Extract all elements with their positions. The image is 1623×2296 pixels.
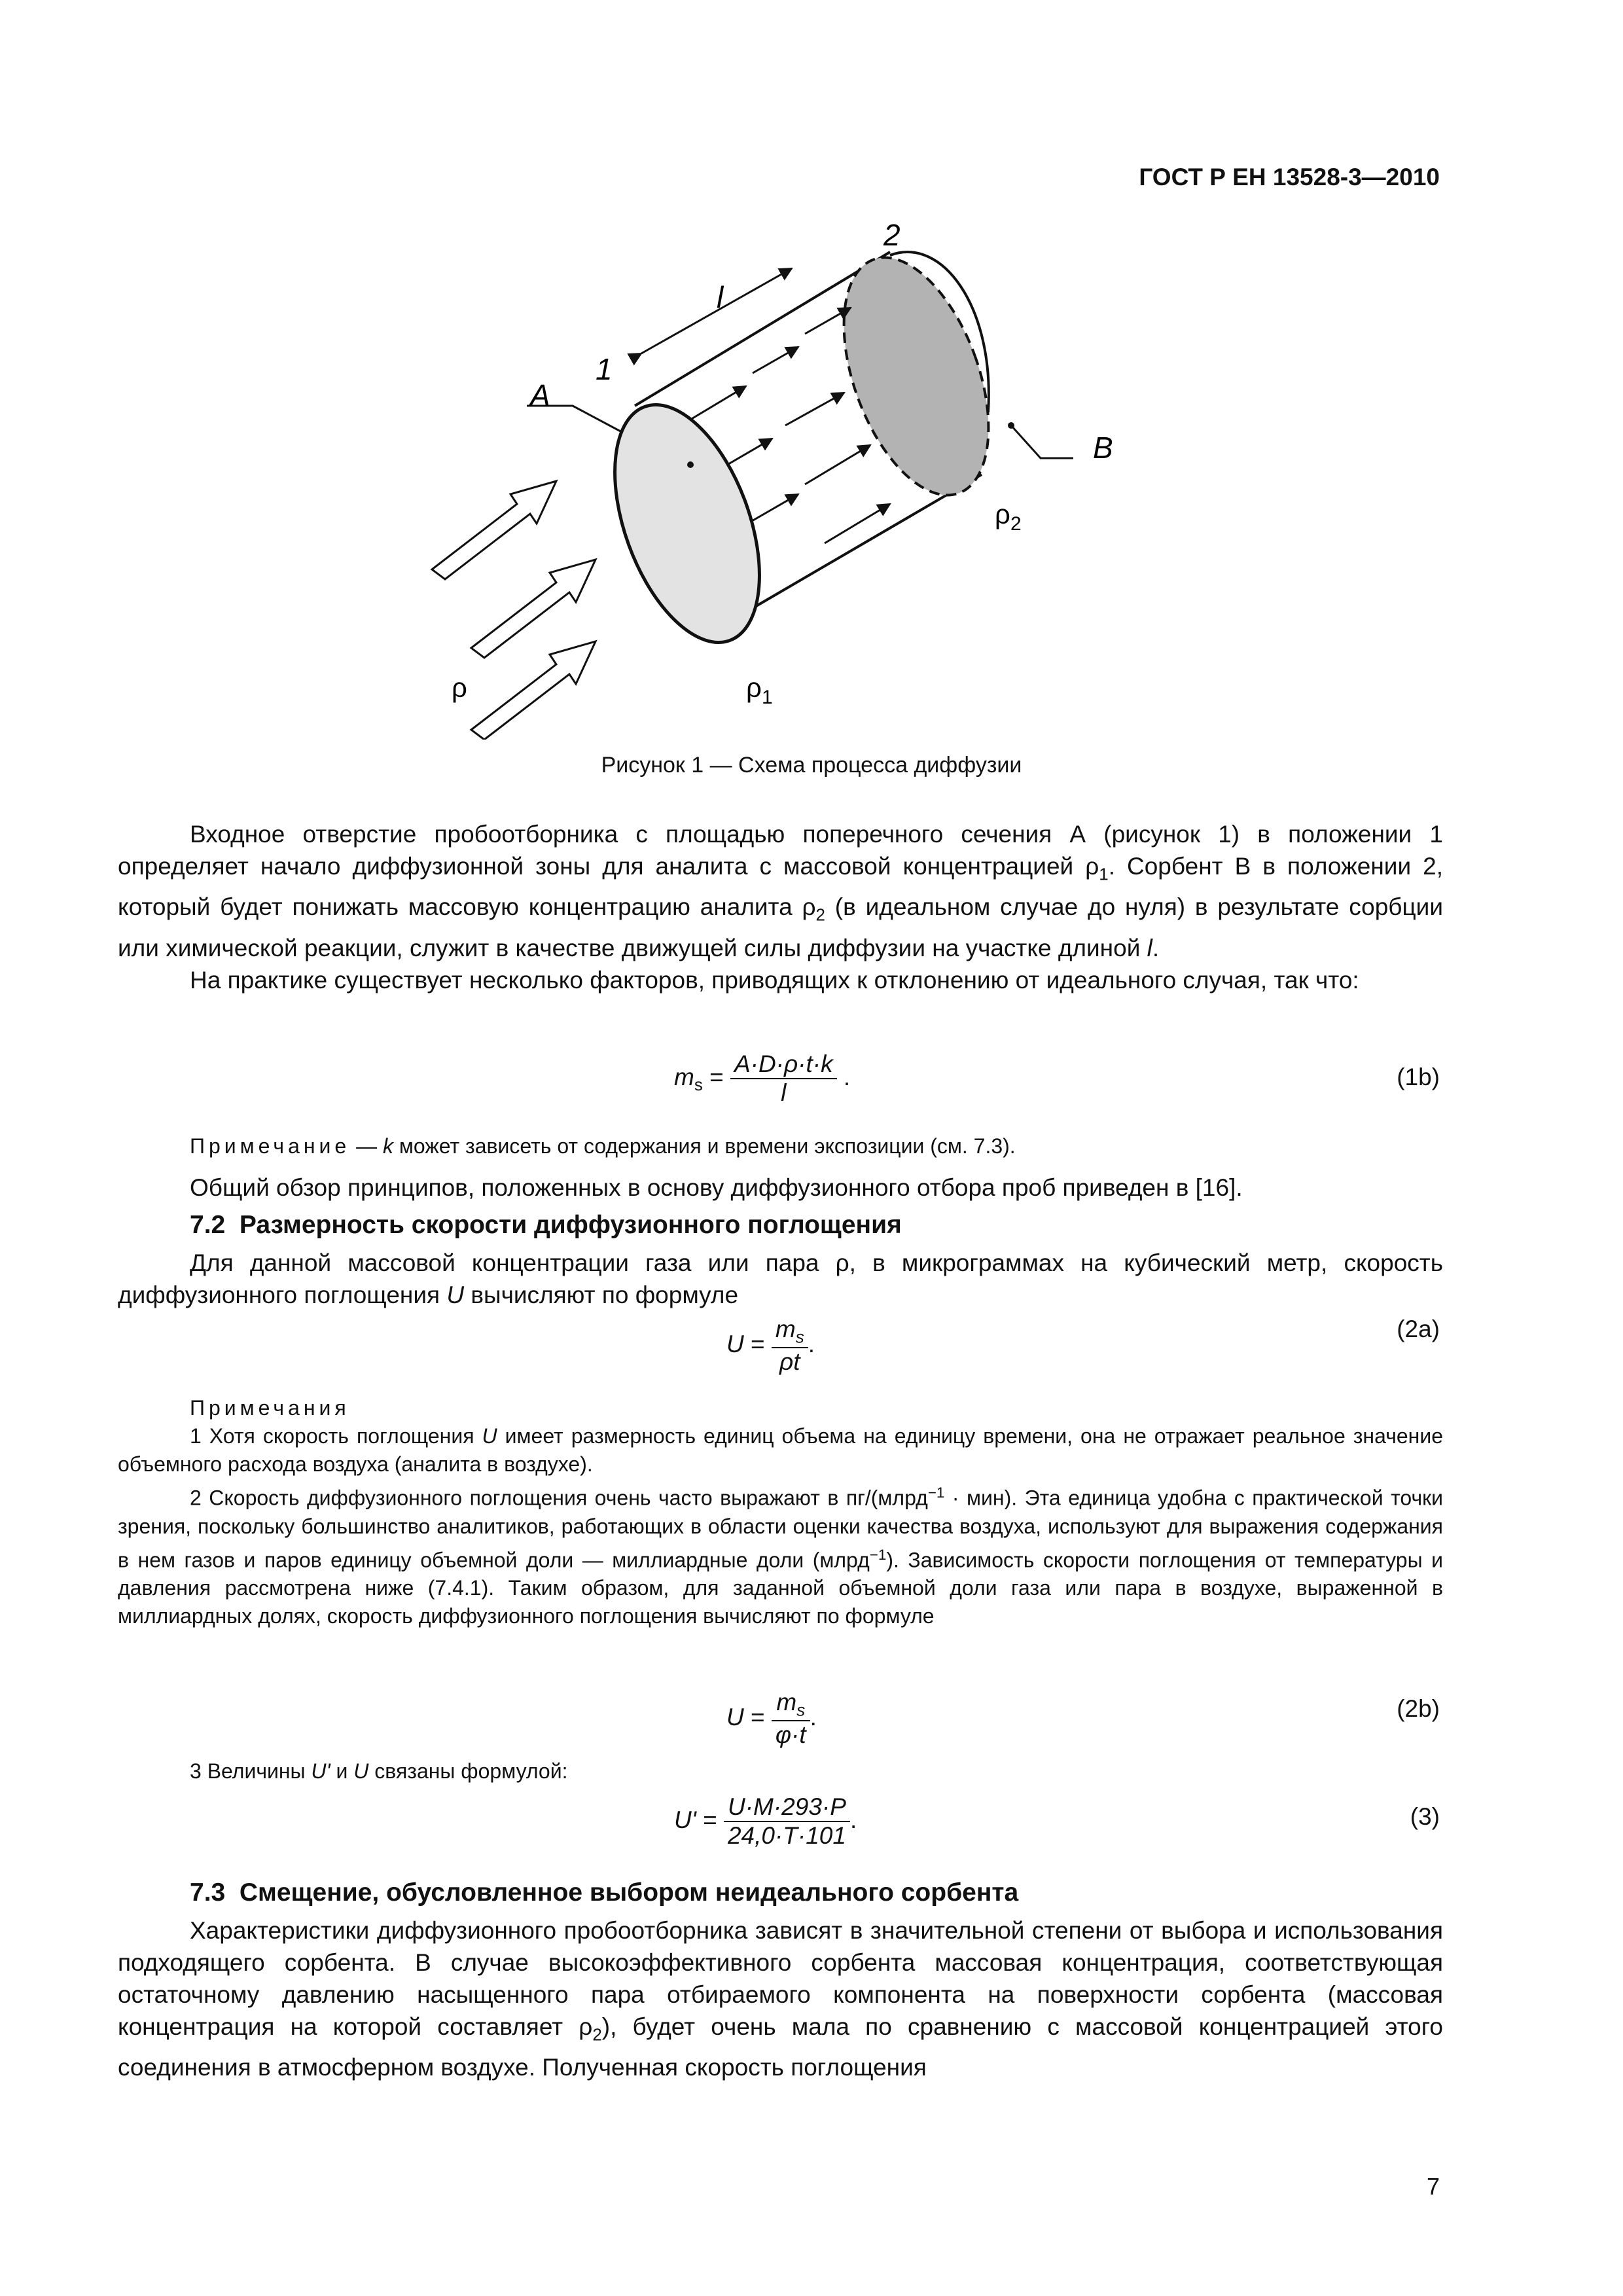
note-1: 1 Хотя скорость поглощения U имеет размерность единиц объема на единицу времени, она не отражает реальное значение объемного расхода воздуха (аналита в воздухе). — [118, 1424, 1443, 1476]
page-number: 7 — [1426, 2173, 1440, 2200]
body-text-block-1 — [118, 818, 1443, 996]
label-rho: ρ — [452, 672, 467, 703]
label-b: B — [1093, 431, 1113, 465]
formula-2a: U = $\frac{m_s}{\rho t}$ . — [726, 1316, 815, 1376]
section-7-2-heading: 7.2 Размерность скорости диффузионного поглощения — [190, 1211, 902, 1239]
paragraph-overview: Общий обзор принципов, положенных в основу диффузионного отбора проб приведен в [16]. — [190, 1174, 1243, 1201]
formula-2a-number: (2a) — [1397, 1316, 1440, 1342]
formula-3-number: (3) — [1410, 1803, 1440, 1830]
notes-heading: Примечания — [190, 1396, 350, 1420]
inlet-a-dot — [687, 461, 694, 468]
note-k: Примечание — k может зависеть от содержания и времени экспозиции (см. 7.3). — [190, 1134, 1016, 1158]
formula-1b: $m_s$ = $\frac{A\cdot D\cdot\rho\cdot t\cdot k}{l}$ . — [674, 1050, 851, 1106]
label-rho1: ρ — [746, 672, 762, 703]
label-rho2-sub: 2 — [1010, 513, 1022, 535]
label-a: A — [530, 378, 550, 412]
formula-1b-number: (1b) — [1397, 1064, 1440, 1090]
note-3: 3 Величины U' и U связаны формулой: — [190, 1759, 568, 1783]
section-7-3-heading: 7.3 Смещение, обусловленное выбором неидеального сорбента — [190, 1878, 1019, 1907]
figure-caption: Рисунок 1 — Схема процесса диффузии — [601, 753, 1022, 778]
document-header: ГОСТ Р ЕН 13528-3—2010 — [1139, 164, 1440, 190]
label-position-1: 1 — [596, 352, 613, 386]
formula-3: U' = $\frac{U\cdot M\cdot 293\cdot P}{24,0\cdot T\cdot 101}$ . — [674, 1793, 857, 1849]
label-b-leader — [1011, 425, 1073, 458]
formula-2b: U = $\frac{m_s}{\varphi\cdot t}$ . — [726, 1689, 817, 1749]
paragraph-inlet: Входное отверстие пробоотборника с площадью поперечного сечения А (рисунок 1) в положении 1 определяет начало диффузионной зоны для аналита с массовой концентрацией $\rho_1$. Сорбент В в положении 2, который будет понижать массовую концентрацию аналита $\rho_2$ (в идеальном случае до нуля) в результате сорбции или химической реакции, служит в качестве движущей силы диффузии на участке длиной l. — [118, 821, 1444, 961]
formula-2b-number: (2b) — [1397, 1695, 1440, 1722]
paragraph-practice: На практике существует несколько факторов, приводящих к отклонению от идеального случая, так что: — [190, 966, 1359, 994]
label-rho1-sub: 1 — [762, 687, 773, 708]
label-rho2: ρ — [995, 499, 1010, 529]
notes-block — [118, 1394, 1443, 1630]
diffusion-diagram — [419, 216, 1171, 740]
note-2: 2 Скорость диффузионного поглощения очень часто выражают в пг/(млрд$^{-1}$ · мин). Эта единица удобна с практической точки зрения, поскольку большинство аналитиков, работающих в области оценки качества воздуха, используют для выражения содержания в нем газов и паров единицу объемной доли — миллиардные доли (млрд$^{-1}$). Зависимость скорости поглощения от температуры и давления рассмотрена ниже (7.4.1). Таким образом, для заданной объемной доли газа или пара в воздухе, выраженной в миллиардных долях, скорость диффузионного поглощения вычисляют по формуле — [118, 1484, 1444, 1628]
label-position-2: 2 — [883, 218, 901, 252]
paragraph-uptake-rate: Для данной массовой концентрации газа или пара ρ, в микрограммах на кубический метр, скорость диффузионного поглощения U вычисляют по формуле — [118, 1249, 1443, 1308]
label-length: l — [717, 280, 724, 314]
paragraph-sorbent: Характеристики диффузионного пробоотборника зависят в значительной степени от выбора и использования подходящего сорбента. В случае высокоэффективного сорбента массовая концентрация, соответствующая остаточному давлению насыщенного пара отбираемого компонента на поверхности сорбента (массовая концентрация на которой составляет $\rho_2$), будет очень мала по сравнению с массовой концентрацией этого соединения в атмосферном воздухе. Полученная скорость поглощения — [118, 1917, 1443, 2081]
